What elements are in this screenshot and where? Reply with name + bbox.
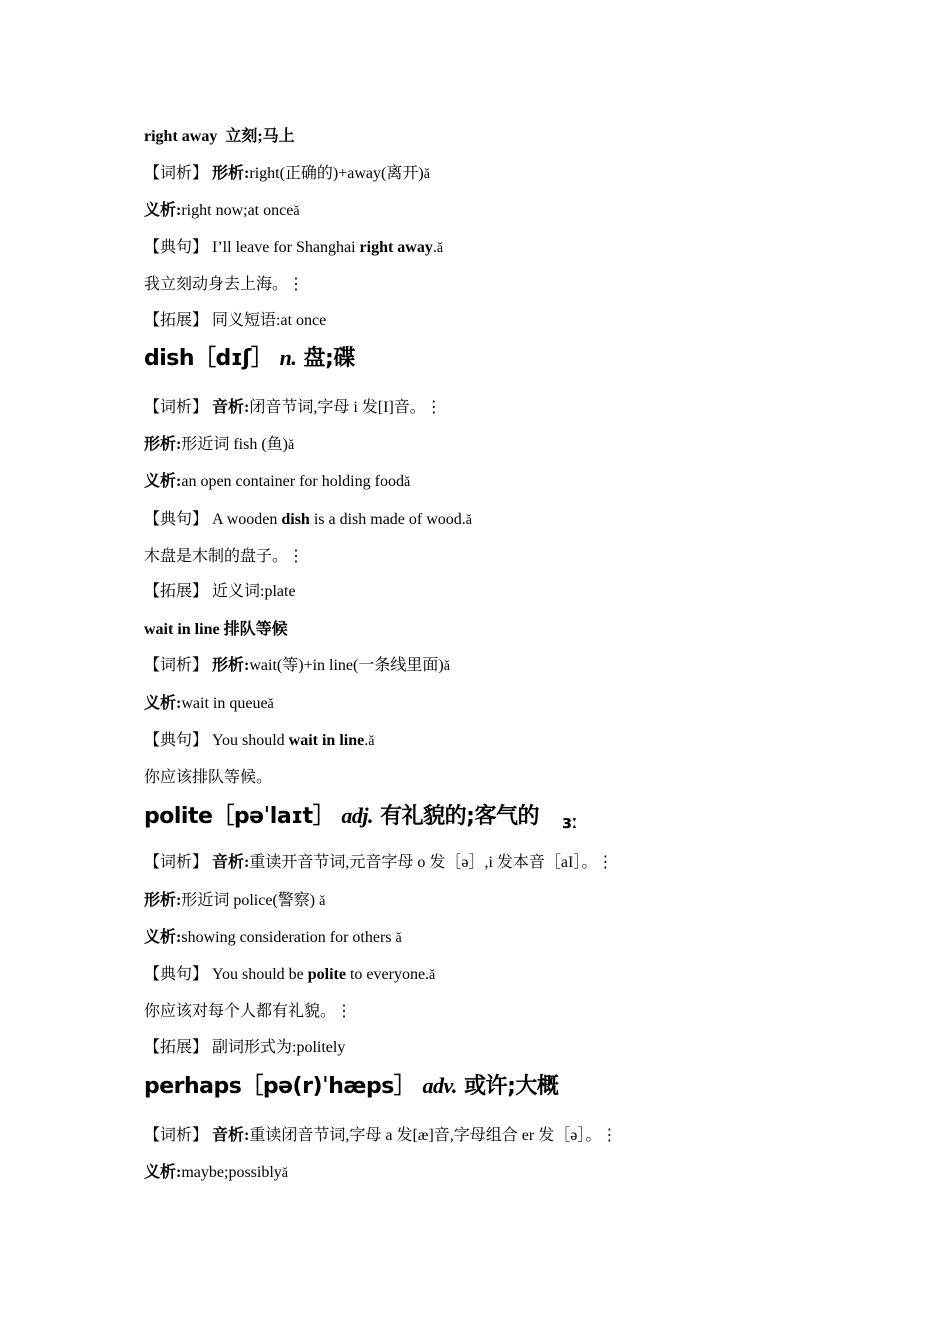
example-line [144,238,443,259]
text: right(正确的)+away(离开) [249,165,424,182]
section-tag: 【典句】 [144,239,209,256]
form-line [144,435,294,456]
example-line [144,731,374,752]
meaning-line [144,472,410,493]
text: is a dish made of wood. [309,511,466,528]
section-tag: 【典句】 [144,732,209,749]
pronunciation: ［pə(r)ˈhæps］ [241,1074,416,1099]
extension-line [144,311,326,331]
meaning-line [144,201,300,222]
text: 你应该排队等候。 [144,769,273,786]
para-mark: ⋮ [288,548,305,565]
label: 形析: [212,165,250,182]
text: 闭音节词,字母 i 发[I]音。 [249,399,426,416]
example-line [144,510,472,531]
end-mark: ǎ [395,931,402,946]
phrase-meaning: 立刻;马上 [225,128,295,145]
end-mark: ǎ [465,513,473,528]
section-tag: 【词析】 [144,854,209,871]
end-mark: ǎ [267,697,274,712]
section-tag: 【词析】 [144,399,209,416]
section-tag: 【典句】 [144,511,209,528]
text: I’ll leave for Shanghai [212,239,360,256]
para-mark: ⋮ [288,276,305,293]
label: 形析: [212,657,250,674]
end-mark: ǎ [319,894,326,909]
text: 同义短语:at once [212,312,327,329]
text: 重读闭音节词,字母 a 发[æ]音,字母组合 er 发［ə］。 [249,1127,602,1144]
text: 重读开音节词,元音字母 o 发［ə］,i 发本音［aI］。 [249,854,598,871]
analysis-line [144,164,430,185]
section-tag: 【典句】 [144,966,209,983]
translation-line [144,1002,352,1022]
part-of-speech: n. [279,345,297,370]
text: . [364,732,369,749]
part-of-speech: adv. [422,1073,457,1098]
meaning: 盘;碟 [303,346,355,371]
highlight: dish [281,511,310,528]
text: 我立刻动身去上海。 [144,276,289,293]
phrase-heading [144,620,288,640]
text: wait(等)+in line(一条线里面) [249,657,444,674]
extension-line [144,1038,345,1058]
headword: polite [144,804,213,829]
text: right now;at once [181,202,294,219]
text: 近义词:plate [212,583,296,600]
end-mark: ǎ [281,1166,288,1181]
label: 音析: [212,399,250,416]
extension-line [144,582,296,602]
word-heading [144,344,355,373]
analysis-line [144,656,450,677]
text: wait in queue [181,695,268,712]
label: 义析: [144,473,182,490]
meaning-line [144,928,402,949]
end-mark: ǎ [288,438,295,453]
translation-line [144,275,304,295]
text: maybe;possibly [181,1164,282,1181]
form-line [144,891,325,912]
label: 义析: [144,929,182,946]
text: A wooden [212,511,282,528]
meaning-line [144,694,274,715]
section-tag: 【词析】 [144,657,209,674]
para-mark: ⋮ [425,399,442,416]
highlight: wait in line [288,732,365,749]
phrase-meaning: 排队等候 [223,621,288,638]
label: 音析: [212,1127,250,1144]
end-mark: ǎ [423,167,430,182]
pronunciation: ［pəˈlaɪt］ [212,804,335,829]
end-mark: ǎ [429,968,436,983]
phrase-text: wait in line [144,621,220,638]
text: to everyone. [345,966,430,983]
label: 义析: [144,1164,182,1181]
headword: dish [144,346,195,371]
translation-line [144,768,272,788]
headword: perhaps [144,1074,242,1099]
para-mark: ⋮ [336,1003,353,1020]
highlight: right away [359,239,433,256]
label: 音析: [212,854,250,871]
para-mark: ⋮ [597,854,614,871]
section-tag: 【词析】 [144,1127,209,1144]
section-tag: 【词析】 [144,165,209,182]
end-mark: ǎ [443,659,450,674]
meaning-line [144,1163,288,1184]
text: showing consideration for others [181,929,392,946]
section-tag: 【拓展】 [144,1039,209,1056]
label: 形析: [144,892,182,909]
translation-line [144,547,304,567]
word-heading [144,802,539,831]
para-mark: ⋮ [601,1127,618,1144]
meaning: 有礼貌的;客气的 [380,804,539,829]
analysis-line [144,853,613,873]
analysis-line [144,1126,617,1146]
example-line [144,965,435,986]
highlight: polite [307,966,346,983]
text: . [432,239,437,256]
end-mark: ǎ [293,204,300,219]
part-of-speech: adj. [341,803,373,828]
text: 你应该对每个人都有礼貌。 [144,1003,337,1020]
phrase-text: right away [144,128,218,145]
text: 形近词 police(警察) [181,892,316,909]
label: 形析: [144,436,182,453]
label: 义析: [144,202,182,219]
phrase-heading [144,127,295,147]
end-mark: ǎ [436,241,444,256]
section-tag: 【拓展】 [144,312,209,329]
end-mark: ǎ [368,734,375,749]
end-mark: ǎ [403,475,411,490]
text: You should be [212,966,308,983]
analysis-line [144,398,442,418]
word-heading [144,1072,558,1101]
text: 形近词 fish (鱼) [181,436,289,453]
text: You should [212,732,289,749]
label: 义析: [144,695,182,712]
pronunciation: ［dɪʃ］ [194,346,273,371]
text: an open container for holding food [181,473,404,490]
section-tag: 【拓展】 [144,583,209,600]
meaning: 或许;大概 [464,1074,559,1099]
text: 副词形式为:politely [212,1039,346,1056]
stray-phonetic-symbol: ɜː [562,812,578,833]
text: 木盘是木制的盘子。 [144,548,289,565]
